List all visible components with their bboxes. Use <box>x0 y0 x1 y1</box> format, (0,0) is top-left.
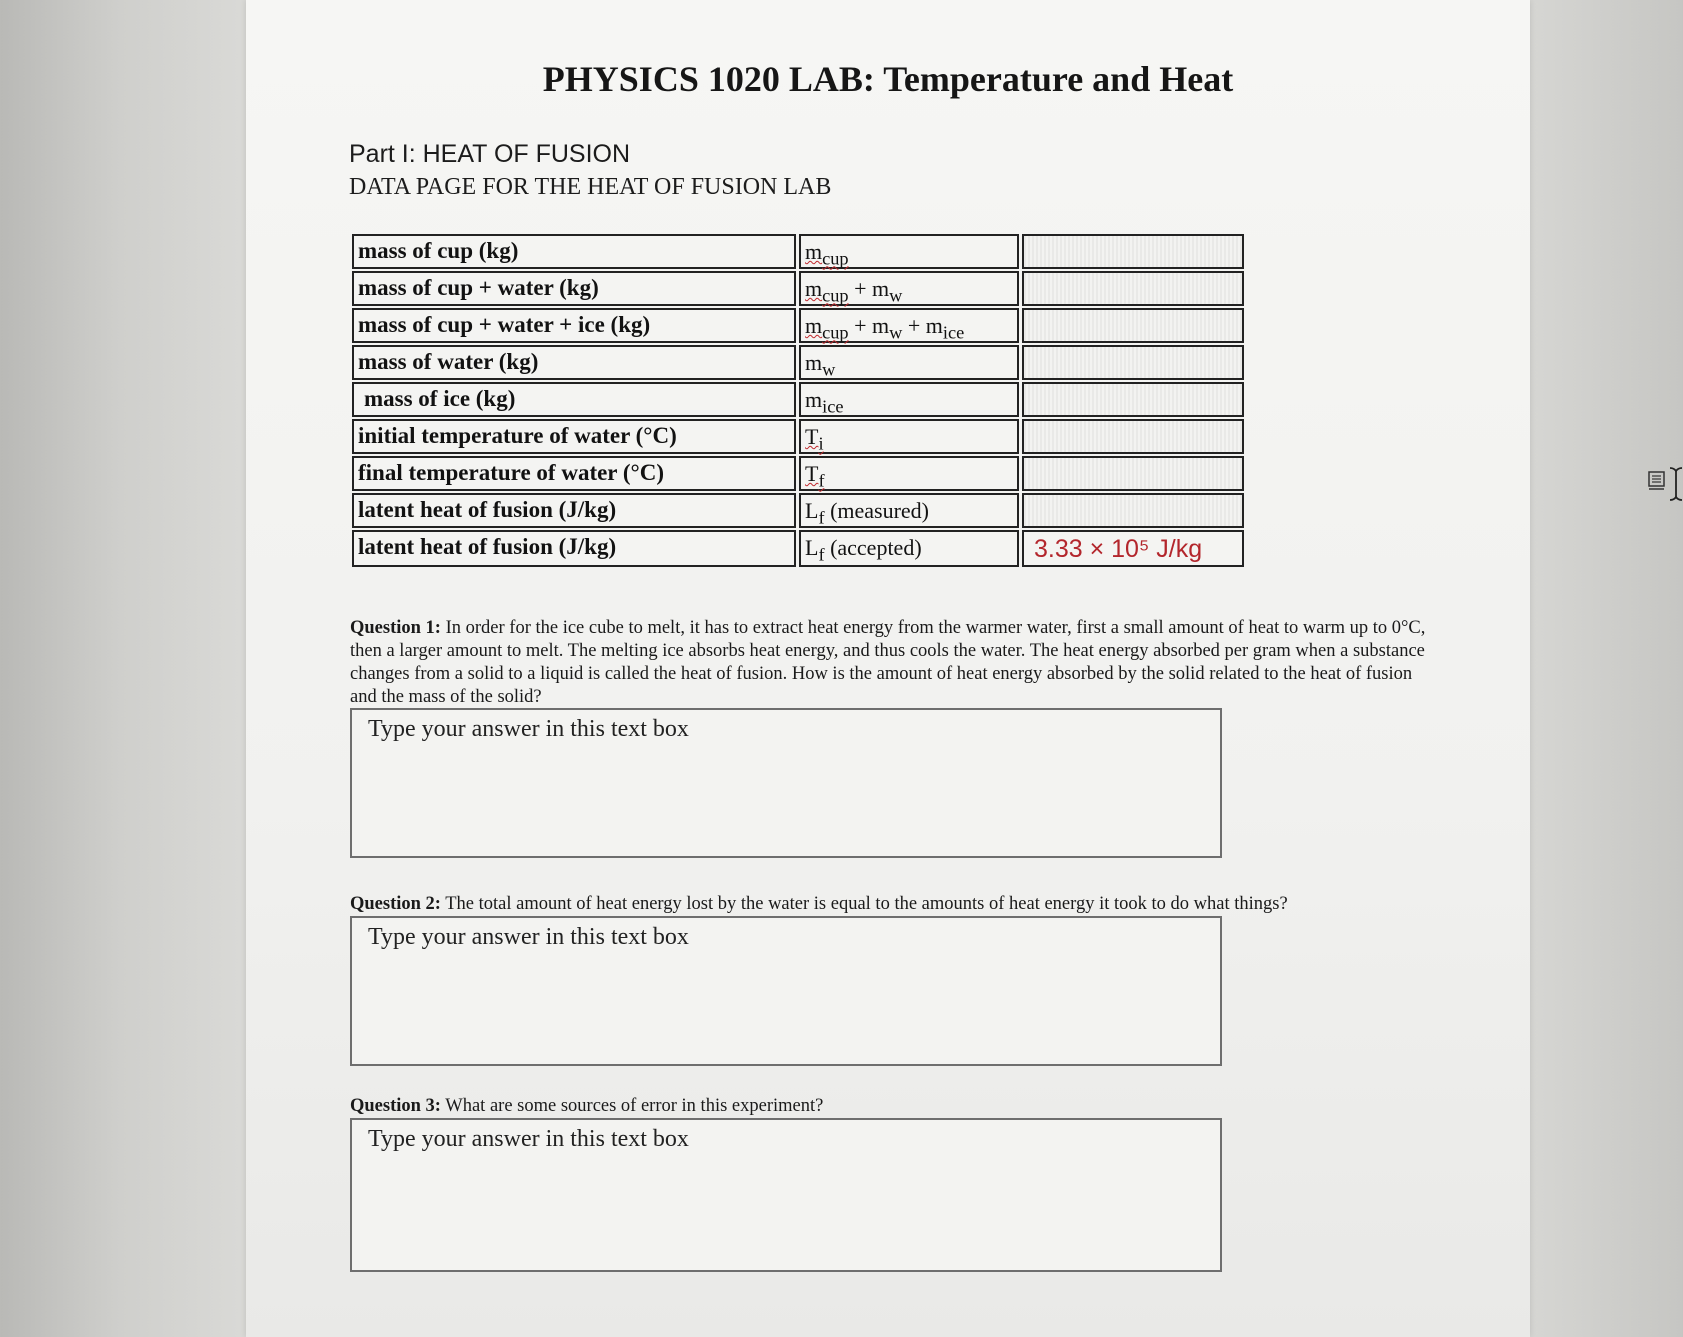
question-text: In order for the ice cube to melt, it has to extract heat energy from the warmer water, first a small amount of heat to warm up to 0°C, then a larger amount to melt. The melting ice absorbs heat energy, and thus cools the water. The heat energy absorbed per gram when a substance changes from a solid to a liquid is called the heat of fusion. How is the amount of heat energy absorbed by the solid related to the heat of fusion and the mass of the solid? <box>350 618 1426 707</box>
row-value-field[interactable] <box>1022 308 1244 343</box>
row-label: mass of cup + water (kg) <box>352 271 796 306</box>
row-symbol: $m_{cup} + m_w$ <box>799 271 1019 306</box>
row-label: final temperature of water (°C) <box>352 456 796 491</box>
question-label: Question 3: <box>350 1096 441 1116</box>
question-text: The total amount of heat energy lost by the water is equal to the amounts of heat energy it took to do what things? <box>440 894 1288 914</box>
row-value-field[interactable] <box>1022 345 1244 380</box>
row-label: mass of cup (kg) <box>352 234 796 269</box>
row-label: initial temperature of water (°C) <box>352 419 796 454</box>
part-heading: Part I: HEAT OF FUSION <box>349 140 631 168</box>
data-page-heading: DATA PAGE FOR THE HEAT OF FUSION LAB <box>349 174 832 200</box>
row-symbol: $m_{cup}$ <box>799 234 1019 269</box>
row-symbol: $T_f$ <box>799 456 1019 491</box>
text-cursor-icon <box>1648 466 1683 502</box>
question-text: What are some sources of error in this experiment? <box>440 1096 824 1116</box>
question-label: Question 2: <box>350 894 441 914</box>
row-value-field[interactable] <box>1022 419 1244 454</box>
row-value-field[interactable] <box>1022 493 1244 528</box>
answer-placeholder: Type your answer in this text box <box>368 1126 689 1152</box>
row-value-field[interactable] <box>1022 382 1244 417</box>
row-symbol: $m_w$ <box>799 345 1019 380</box>
row-label: latent heat of fusion (J/kg) <box>352 493 796 528</box>
row-symbol: $T_i$ <box>799 419 1019 454</box>
row-value-field[interactable] <box>1022 456 1244 491</box>
answer-placeholder: Type your answer in this text box <box>368 924 689 950</box>
row-symbol: $L_f$ (measured) <box>799 493 1019 528</box>
answer-placeholder: Type your answer in this text box <box>368 716 689 742</box>
answer-box-2[interactable] <box>350 916 1222 1066</box>
row-label: mass of cup + water + ice (kg) <box>352 308 796 343</box>
answer-box-3[interactable] <box>350 1118 1222 1272</box>
row-value-field[interactable] <box>1022 271 1244 306</box>
row-symbol: $L_f$ (accepted) <box>799 530 1019 567</box>
row-value-field[interactable] <box>1022 234 1244 269</box>
accepted-value: 3.33 × 10⁵ J/kg <box>1022 530 1244 567</box>
row-label: latent heat of fusion (J/kg) <box>352 530 796 567</box>
row-label: mass of water (kg) <box>352 345 796 380</box>
page-title: PHYSICS 1020 LAB: Temperature and Heat <box>542 59 1234 99</box>
document-page <box>246 0 1530 1337</box>
question-label: Question 1: <box>350 618 441 638</box>
question-2 <box>350 893 1430 916</box>
question-3 <box>350 1095 1430 1118</box>
row-symbol: $m_{ice}$ <box>799 382 1019 417</box>
question-1 <box>350 617 1430 709</box>
row-label: mass of ice (kg) <box>352 382 796 417</box>
answer-box-1[interactable] <box>350 708 1222 858</box>
row-symbol: $m_{cup} + m_w + m_{ice}$ <box>799 308 1019 343</box>
